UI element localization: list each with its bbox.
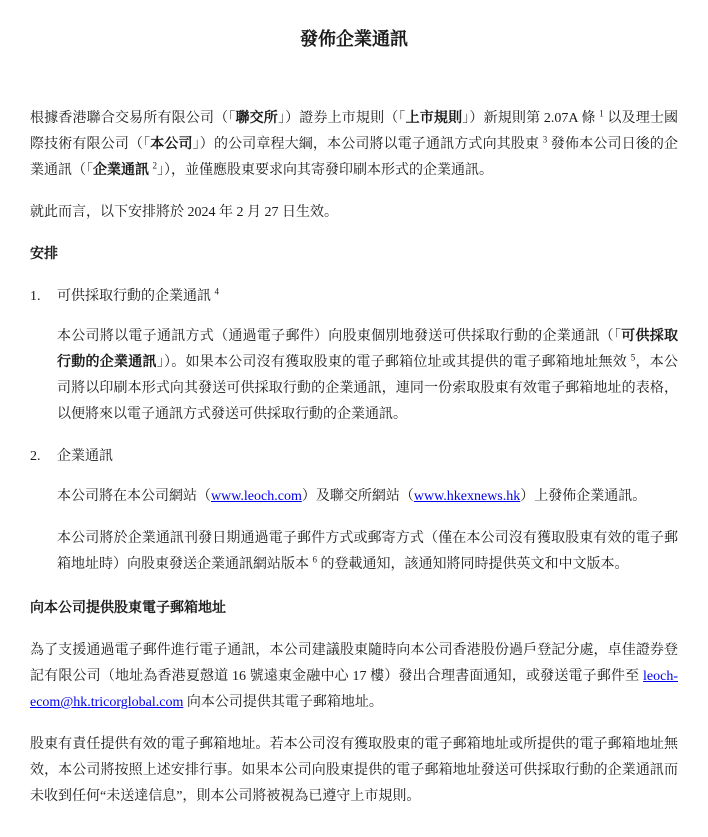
item-2-paragraph-websites: 本公司將在本公司網站（www.leoch.com）及聯交所網站（www.hkexnews.hk）上發佈企業通訊。 [57,489,647,504]
footnote-ref-5: 5 [630,352,636,363]
document-body [30,106,678,810]
provide-email-heading: 向本公司提供股東電子郵箱地址 [30,601,226,616]
footnote-ref-4: 4 [214,286,219,297]
shareholder-email-link[interactable]: leoch-ecom@hk.tricorglobal.com [30,669,678,710]
effective-date-paragraph: 就此而言，以下安排將於 2024 年 2 月 27 日生效。 [30,205,338,220]
item-1-title [30,284,678,310]
item-1-title-number: 1. [30,289,41,304]
intro-paragraph: 根據香港聯合交易所有限公司（「聯交所」）證券上市規則（「上市規則」）新規則第 2.07A 條 $^1$ 以及理士國際技術有限公司（「本公司」）的公司章程大綱，本公司將以電子通訊方式向其股東 $^3$ 發佈本公司日後的企業通訊（「企業通訊 $^2$」），並僅應股東要求向其寄發印刷本形式的企業通訊。 [30,108,679,178]
hkex-website-link[interactable]: www.hkexnews.hk [413,489,521,504]
footnote-ref-3: 3 [542,134,548,145]
item-2-title-number: 2. [30,449,41,464]
footnote-ref-6: 6 [312,554,317,565]
item-2-title-text: 企業通訊 [57,449,113,464]
footnote-ref-2: 2 [152,160,157,171]
item-2-paragraph-notification: 本公司將於企業通訊刊發日期通過電子郵件方式或郵寄方式（僅在本公司沒有獲取股東有效的電子郵箱地址時）向股東發送企業通訊網站版本 $^6$ 的登載通知，該通知將同時提供英文和中文版本。 [57,531,678,572]
responsibility-paragraph: 股東有責任提供有效的電子郵箱地址。若本公司沒有獲取股東的電子郵箱地址或所提供的電子郵箱地址無效，本公司將按照上述安排行事。如果本公司向股東提供的電子郵箱地址發送可供採取行動的企業通訊而未收到任何“未送達信息”，則本公司將被視為已遵守上市規則。 [30,737,678,804]
item-2-title [30,444,678,470]
item-1-title-text: 可供採取行動的企業通訊 $^4$ [57,286,219,304]
document-title: 發佈企業通訊 [300,29,408,49]
provide-email-paragraph: 為了支援通過電子郵件進行電子通訊，本公司建議股東隨時向本公司香港股份過戶登記分處，卓佳證券登記有限公司（地址為香港夏慤道 16 號遠東金融中心 17 樓）發出合理書面通知，或發送電子郵件至 leoch-ecom@hk.tricorglobal.com 向本公司提供其電子郵箱地址。 [30,643,678,710]
company-website-link[interactable]: www.leoch.com [211,489,302,504]
footnote-ref-1: 1 [599,108,604,119]
arrangements-heading: 安排 [30,247,58,262]
item-1-paragraph: 本公司將以電子通訊方式（通過電子郵件）向股東個別地發送可供採取行動的企業通訊（「可供採取行動的企業通訊」）。如果本公司沒有獲取股東的電子郵箱位址或其提供的電子郵箱地址無效 $^5$，本公司將以印刷本形式向其發送可供採取行動的企業通訊，連同一份索取股東有效電子郵箱地址的表格，以便將來以電子通訊方式發送可供採取行動的企業通訊。 [57,329,679,422]
